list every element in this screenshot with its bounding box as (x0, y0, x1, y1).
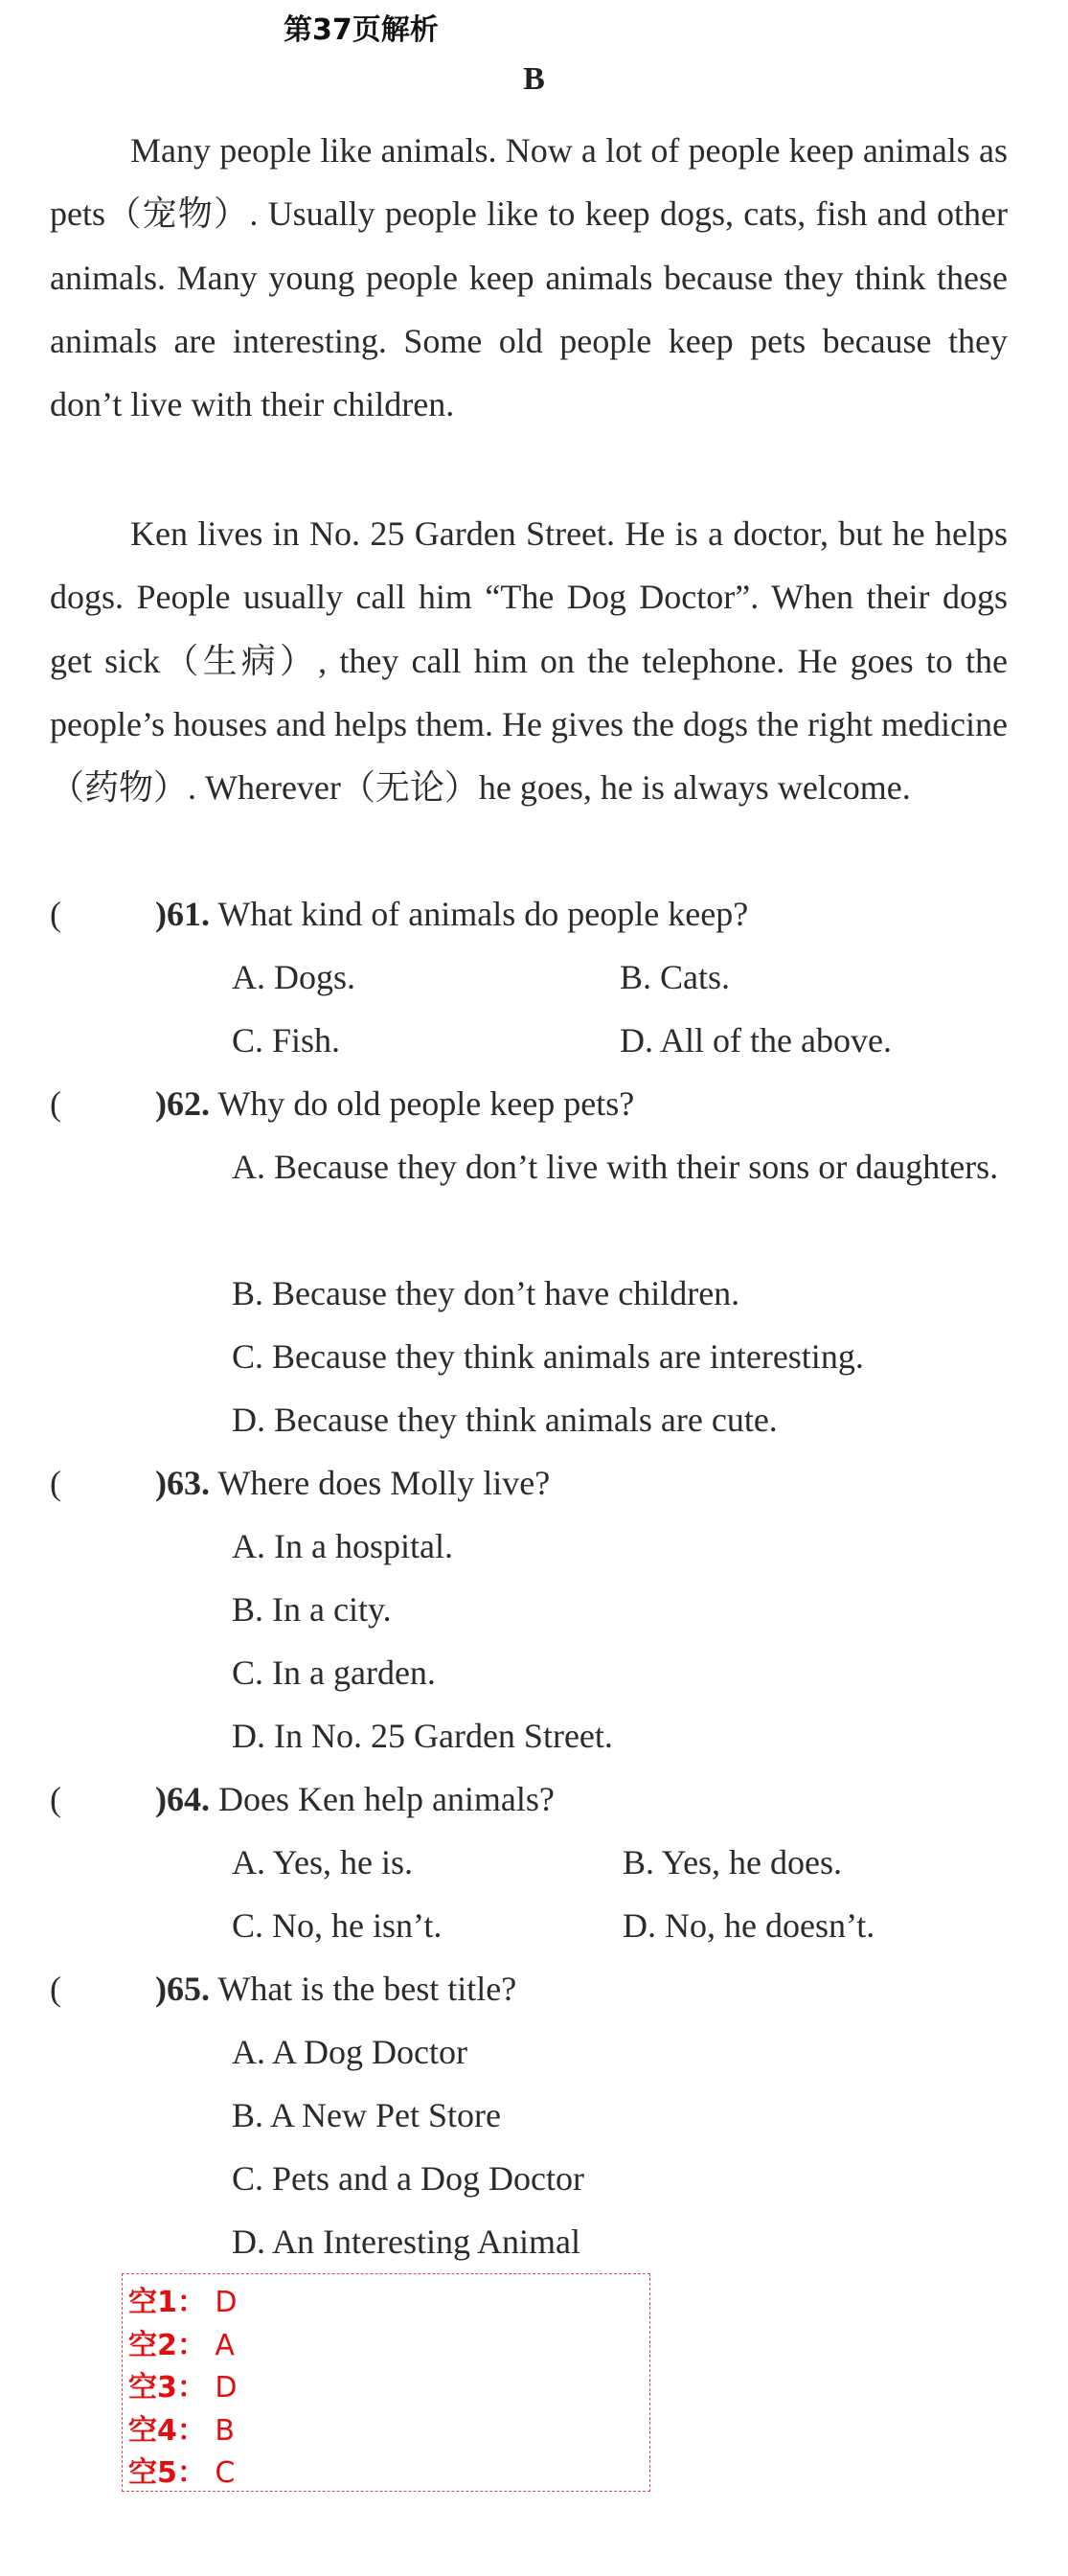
option-d: D. In No. 25 Garden Street. (232, 1717, 613, 1755)
option-a: A. Dogs. (232, 958, 356, 996)
passage-paragraph: Ken lives in No. 25 Garden Street. He is a doctor, but he helps dogs. People usually call him “The Dog Doctor”. When their dogs get sick（生病）, they call him on the telephone. He goes to the people’s houses and helps them. He gives the dogs the right medicine（药物）. Wherever（无论）he goes, he is always welcome. (50, 514, 1008, 808)
option-b: B. Cats. (620, 958, 731, 996)
question-text: What kind of animals do people keep? (210, 895, 749, 933)
option-b: B. In a city. (232, 1590, 392, 1629)
question-text: Does Ken help animals? (210, 1780, 555, 1818)
answer-value: C (205, 2456, 236, 2490)
answer-paren: ( (50, 1464, 61, 1502)
answer-value: B (205, 2413, 235, 2448)
question-61 (50, 882, 748, 946)
option-d: D. An Interesting Animal (232, 2223, 580, 2261)
answer-key-box (122, 2273, 650, 2492)
passage-paragraph: Many people like animals. Now a lot of people keep animals as pets（宠物）. Usually people like to keep dogs, cats, fish and other animals. Many young people keep animals because they think these animals are interesting. Some old people keep pets because they don’t live with their children. (50, 131, 1008, 424)
answer-label: 空2： (128, 2328, 206, 2362)
option-c: C. Fish. (232, 1021, 341, 1060)
question-63 (50, 1451, 550, 1515)
question-text: Why do old people keep pets? (210, 1084, 635, 1123)
option-c: C. In a garden. (232, 1653, 436, 1692)
question-text: Where does Molly live? (210, 1464, 551, 1502)
answer-value: D (205, 2371, 238, 2405)
answer-paren: ( (50, 1970, 61, 2008)
answer-value: D (205, 2286, 238, 2319)
answer-label: 空3： (128, 2371, 206, 2405)
answer-line (128, 2282, 649, 2325)
option-a: A. In a hospital. (232, 1527, 453, 1565)
option-c: C. Because they think animals are interesting. (232, 1337, 864, 1376)
answer-label: 空4： (128, 2413, 206, 2448)
option-d: D. All of the above. (620, 1021, 892, 1060)
option-a: A. Yes, he is. (232, 1843, 414, 1881)
answer-paren: ( (50, 895, 61, 933)
option-d: D. No, he doesn’t. (623, 1906, 875, 1945)
answer-line (128, 2452, 649, 2496)
section-title: B (523, 61, 545, 97)
option-b: B. Yes, he does. (623, 1843, 843, 1881)
question-65 (50, 1957, 516, 2020)
question-number: )65. (155, 1970, 210, 2008)
question-number: )64. (155, 1780, 210, 1818)
question-number: )62. (155, 1084, 210, 1123)
option-c: C. No, he isn’t. (232, 1906, 443, 1945)
answer-paren: ( (50, 1780, 61, 1818)
option-c: C. Pets and a Dog Doctor (232, 2159, 584, 2198)
question-62 (50, 1072, 634, 1135)
answer-line (128, 2325, 649, 2368)
option-b: B. A New Pet Store (232, 2096, 502, 2134)
answer-value: A (205, 2328, 235, 2362)
option-b: B. Because they don’t have children. (232, 1274, 740, 1312)
question-text: What is the best title? (210, 1970, 517, 2008)
option-a: A. A Dog Doctor (232, 2033, 467, 2071)
answer-paren: ( (50, 1084, 61, 1123)
question-number: )61. (155, 895, 210, 933)
answer-line (128, 2410, 649, 2453)
option-a: A. Because they don’t live with their sons or daughters. (232, 1148, 999, 1186)
option-d: D. Because they think animals are cute. (232, 1401, 778, 1439)
answer-label: 空5： (128, 2456, 206, 2490)
answer-label: 空1： (128, 2286, 206, 2319)
question-64 (50, 1767, 555, 1831)
question-number: )63. (155, 1464, 210, 1502)
answer-line (128, 2367, 649, 2410)
page-header: 第37页解析 (284, 13, 439, 47)
